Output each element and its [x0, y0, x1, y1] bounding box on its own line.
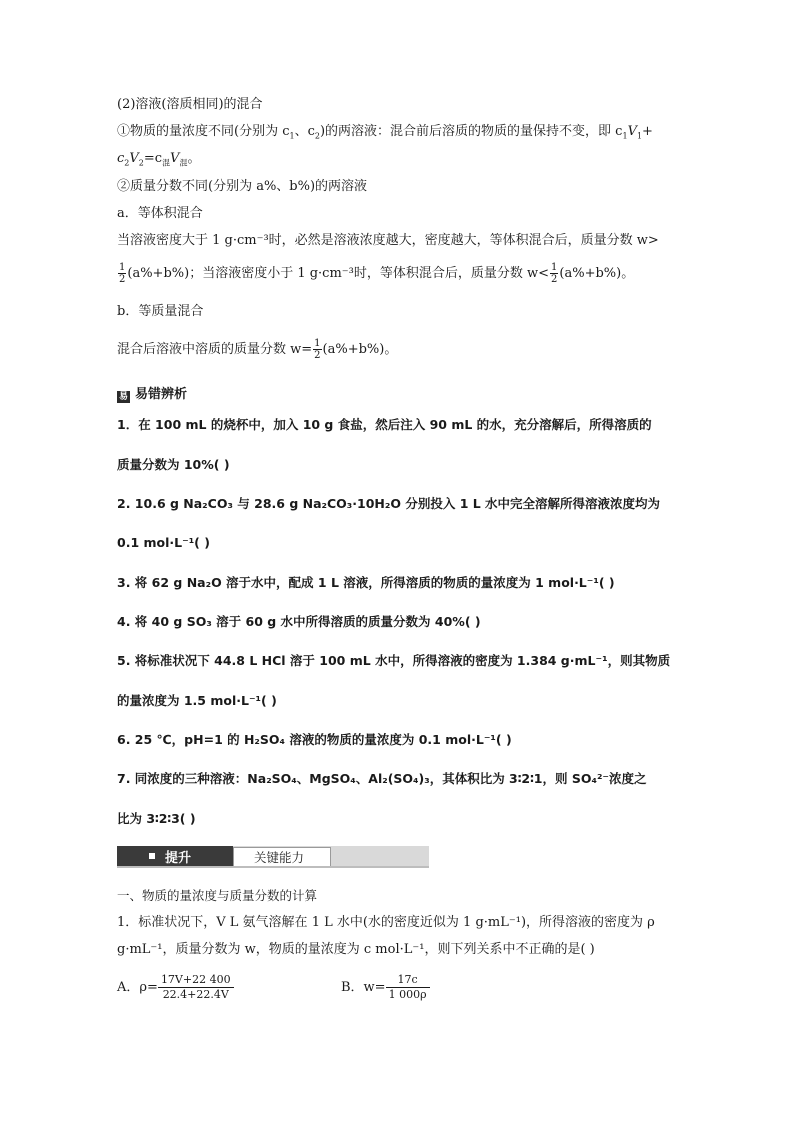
half-fraction: $\frac{1}{2}$	[119, 262, 126, 285]
part2-rule1-line1: ①物质的量浓度不同(分别为 $c_1$、$c_2$)的两溶液：混合前后溶质的物质的量保持不变，即 $c_1V_1+$	[117, 124, 653, 141]
half-fraction: $\frac{1}{2}$	[314, 338, 321, 361]
section1-title: 一、物质的量浓度与质量分数的计算	[117, 888, 318, 903]
question1-line2: g·mL⁻¹，质量分数为 w，物质的量浓度为 c mol·L⁻¹，则下列关系中不正确的是( )	[117, 942, 595, 957]
equal-volume-text1: 当溶液密度大于 1 g·cm⁻³时，必然是溶液浓度越大，密度越大，等体积混合后，质量分数 w>	[117, 233, 659, 248]
section-banner	[117, 846, 429, 868]
banner-left-label: 提升	[165, 851, 192, 866]
error-item-5-line1: 5. 将标准状况下 44.8 L HCl 溶于 100 mL 水中，所得溶液的密度为 1.384 g·mL⁻¹，则其物质	[117, 653, 671, 668]
option-a-fraction: $\frac{17V+22 400}{22.4+22.4V}$	[158, 973, 234, 1002]
error-item-5-line2: 的量浓度为 1.5 mol·L⁻¹( )	[117, 693, 277, 708]
option-b: B．w= $\frac{17c}{1 000\rho}$	[341, 968, 430, 1008]
error-item-6: 6. 25 ℃，pH=1 的 H₂SO₄ 溶液的物质的量浓度为 0.1 mol·L⁻¹( )	[117, 732, 512, 747]
error-section-icon: 易	[118, 392, 128, 402]
part2-title: (2)溶液(溶质相同)的混合	[117, 97, 263, 112]
equal-volume-text2: $\frac{1}{2}$ (a%+b%)；当溶液密度小于 1 g·cm⁻³时，等体积混合后，质量分数 w< $\frac{1}{2}$ (a%+b%)。	[119, 262, 635, 285]
question1-line1: 1．标准状况下，V L 氨气溶解在 1 L 水中(水的密度近似为 1 g·mL⁻¹)，所得溶液的密度为 ρ	[117, 915, 655, 930]
error-item-2-line2: 0.1 mol·L⁻¹( )	[117, 535, 210, 550]
option-b-fraction: $\frac{17c}{1 000\rho}$	[386, 973, 430, 1002]
equal-mass-label: b．等质量混合	[117, 304, 204, 319]
error-analysis-header: 易 易错辨析	[118, 387, 188, 402]
equal-volume-label: a．等体积混合	[117, 206, 203, 221]
equal-mass-text: 混合后溶液中溶质的质量分数 w= $\frac{1}{2}$ (a%+b%)。	[117, 338, 398, 361]
error-item-7-line1: 7. 同浓度的三种溶液：Na₂SO₄、MgSO₄、Al₂(SO₄)₃，其体积比为 3∶2∶1，则 SO₄²⁻浓度之	[117, 771, 647, 786]
option-a: A．ρ= $\frac{17V+22 400}{22.4+22.4V}$	[117, 968, 234, 1008]
part2-rule1-line2: $c_2V_2=c_混V_混$。	[117, 151, 201, 168]
error-item-7-line2: 比为 3∶2∶3( )	[117, 811, 196, 826]
error-item-2-line1: 2. 10.6 g Na₂CO₃ 与 28.6 g Na₂CO₃·10H₂O 分别投入 1 L 水中完全溶解所得溶液浓度均为	[117, 496, 661, 511]
half-fraction: $\frac{1}{2}$	[551, 262, 558, 285]
error-item-3: 3. 将 62 g Na₂O 溶于水中，配成 1 L 溶液，所得溶质的物质的量浓度为 1 mol·L⁻¹( )	[117, 575, 615, 590]
banner-bullet-icon	[149, 853, 155, 859]
error-item-1-line2: 质量分数为 10%( )	[117, 457, 230, 472]
error-item-1-line1: 1．在 100 mL 的烧杯中，加入 10 g 食盐，然后注入 90 mL 的水，充分溶解后，所得溶质的	[117, 417, 652, 432]
error-item-4: 4. 将 40 g SO₃ 溶于 60 g 水中所得溶质的质量分数为 40%( )	[117, 614, 481, 629]
banner-right-label: 关键能力	[254, 850, 305, 865]
part2-mass-title: ②质量分数不同(分别为 a%、b%)的两溶液	[117, 179, 368, 194]
